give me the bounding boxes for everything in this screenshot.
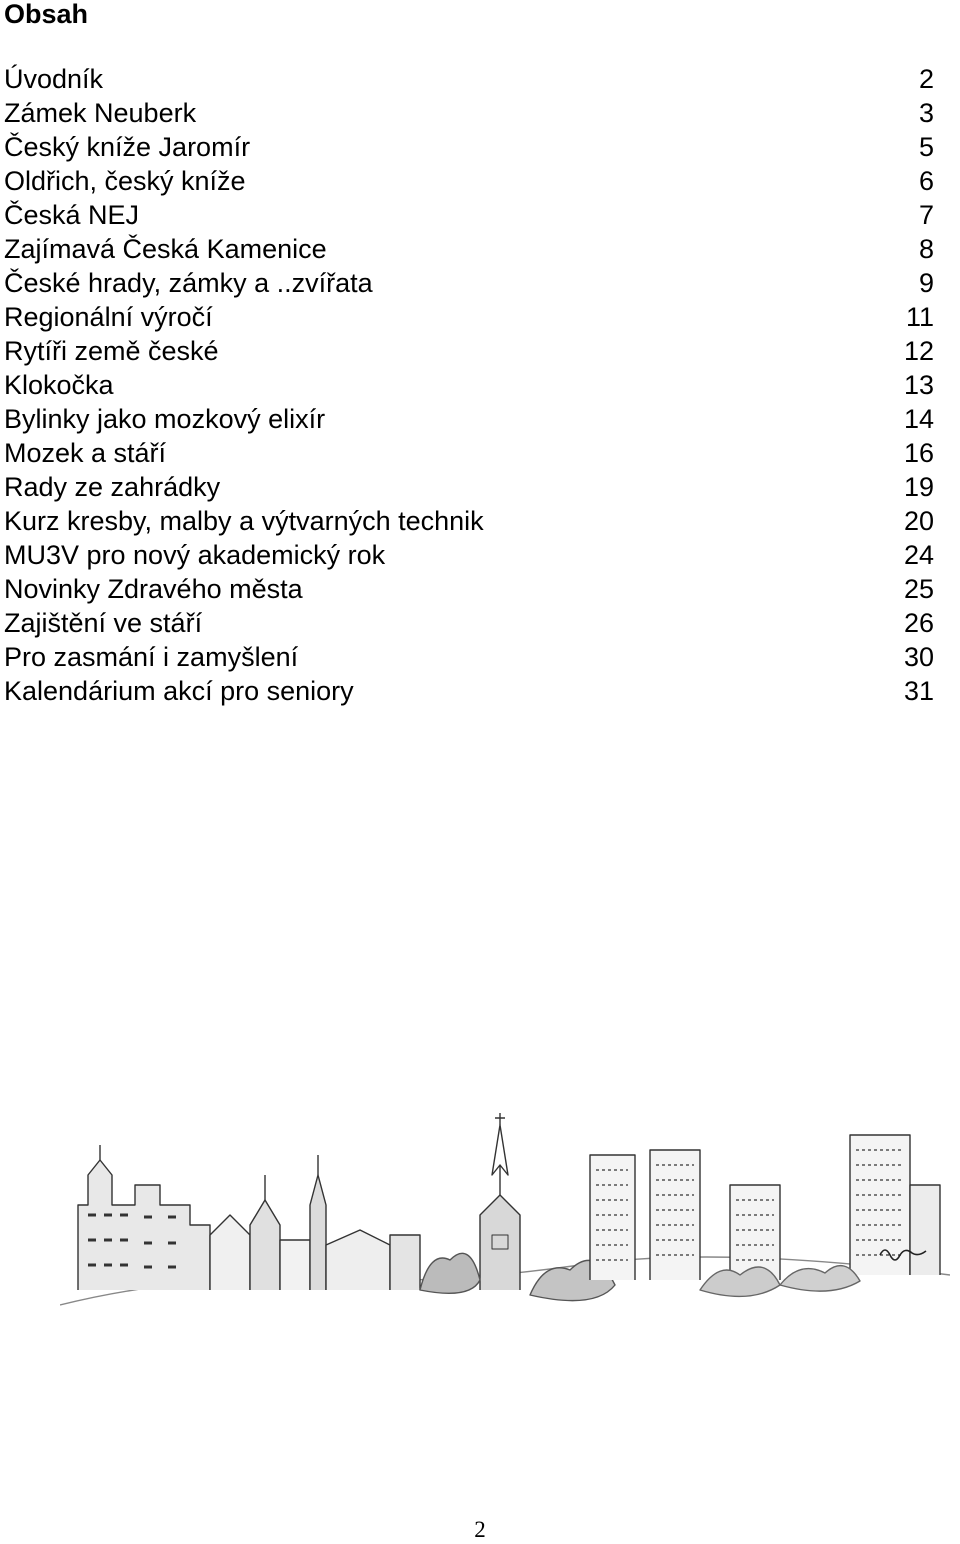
toc-page-number: 24 (903, 540, 934, 570)
toc-title: Mozek a stáří (4, 438, 167, 468)
table-of-contents (4, 62, 934, 708)
toc-row (4, 504, 934, 538)
toc-page-number: 7 (918, 200, 934, 230)
toc-row (4, 674, 934, 708)
toc-row (4, 130, 934, 164)
toc-title: Rytíři země české (4, 336, 219, 366)
toc-page-number: 13 (903, 370, 934, 400)
town-skyline-sketch-icon (60, 1105, 950, 1320)
toc-page-number: 19 (903, 472, 934, 502)
toc-row (4, 164, 934, 198)
toc-page-number: 30 (903, 642, 934, 672)
toc-page-number: 14 (903, 404, 934, 434)
toc-title: České hrady, zámky a ..zvířata (4, 268, 373, 298)
toc-row (4, 232, 934, 266)
toc-row (4, 368, 934, 402)
toc-page-number: 20 (903, 506, 934, 536)
toc-page-number: 25 (903, 574, 934, 604)
toc-title: Klokočka (4, 370, 114, 400)
toc-title: Zajímavá Česká Kamenice (4, 234, 327, 264)
toc-title: Úvodník (4, 64, 104, 94)
toc-page-number: 9 (918, 268, 934, 298)
toc-row (4, 436, 934, 470)
page-title: Obsah (4, 0, 89, 29)
toc-title: Kalendárium akcí pro seniory (4, 676, 354, 706)
toc-row (4, 606, 934, 640)
toc-page-number: 31 (903, 676, 934, 706)
toc-title: Český kníže Jaromír (4, 132, 251, 162)
toc-title: Regionální výročí (4, 302, 213, 332)
toc-title: Zajištění ve stáří (4, 608, 203, 638)
toc-title: Česká NEJ (4, 200, 140, 230)
toc-page-number: 12 (903, 336, 934, 366)
toc-row (4, 470, 934, 504)
toc-row (4, 300, 934, 334)
toc-row (4, 62, 934, 96)
toc-title: Novinky Zdravého města (4, 574, 303, 604)
toc-title: Rady ze zahrádky (4, 472, 221, 502)
toc-title: Oldřich, český kníže (4, 166, 246, 196)
toc-row (4, 572, 934, 606)
toc-title: Bylinky jako mozkový elixír (4, 404, 326, 434)
toc-title: Kurz kresby, malby a výtvarných technik (4, 506, 484, 536)
toc-page-number: 8 (918, 234, 934, 264)
toc-page-number: 11 (905, 302, 934, 332)
toc-row (4, 402, 934, 436)
toc-page-number: 6 (918, 166, 934, 196)
toc-row (4, 640, 934, 674)
toc-page-number: 2 (918, 64, 934, 94)
toc-page-number: 16 (903, 438, 934, 468)
toc-title: Pro zasmání i zamyšlení (4, 642, 299, 672)
toc-row (4, 96, 934, 130)
toc-page-number: 5 (918, 132, 934, 162)
toc-page-number: 3 (918, 98, 934, 128)
toc-row (4, 538, 934, 572)
toc-page-number: 26 (903, 608, 934, 638)
toc-row (4, 198, 934, 232)
toc-row (4, 266, 934, 300)
page-number: 2 (474, 1517, 486, 1542)
toc-title: MU3V pro nový akademický rok (4, 540, 386, 570)
toc-row (4, 334, 934, 368)
toc-title: Zámek Neuberk (4, 98, 197, 128)
